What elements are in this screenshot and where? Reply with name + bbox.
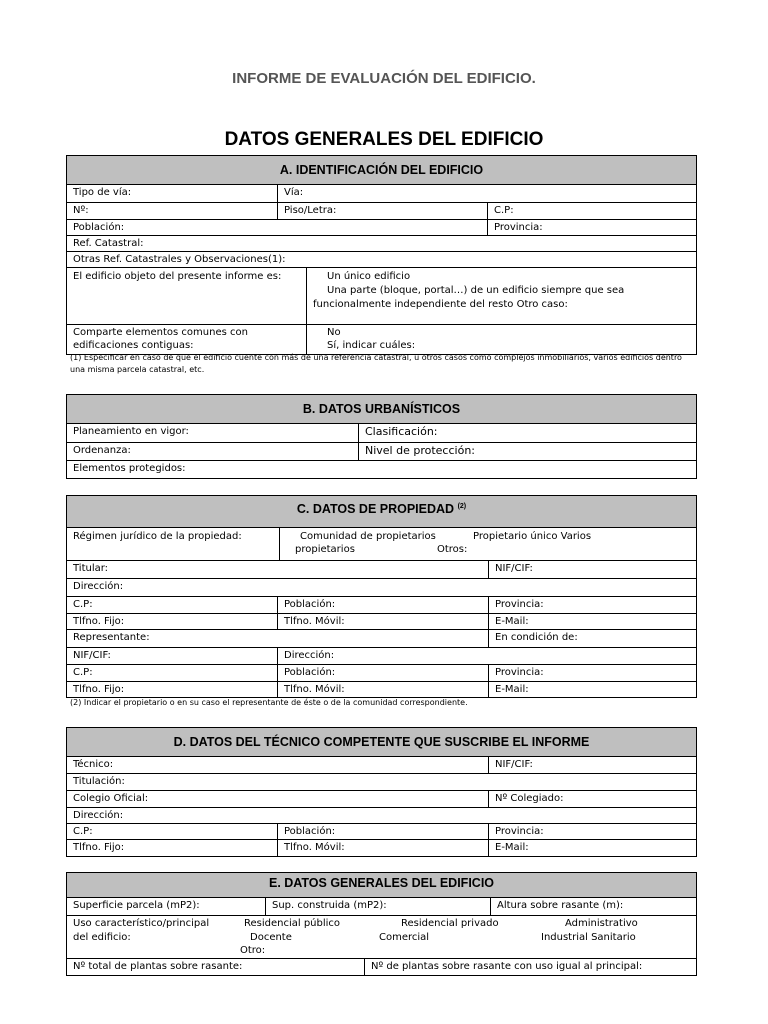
tecnico-tlfno-fijo-field[interactable]: Tlfno. Fijo: bbox=[73, 842, 125, 853]
section-d-header: D. DATOS DEL TÉCNICO COMPETENTE QUE SUSCRIBE EL INFORME bbox=[67, 728, 696, 757]
representante-field[interactable]: Representante: bbox=[73, 632, 150, 643]
footnote-2-text: Indicar el propietario o en su caso el representante de éste o de la comunidad correspondiente. bbox=[83, 698, 468, 707]
representante-nif-field[interactable]: NIF/CIF: bbox=[73, 650, 111, 661]
option-otro[interactable]: Otro: bbox=[240, 945, 266, 956]
plantas-uso-principal-field[interactable]: Nº de plantas sobre rasante con uso igual al principal: bbox=[364, 959, 696, 975]
elementos-protegidos-field[interactable]: Elementos protegidos: bbox=[73, 463, 186, 474]
section-b-urbanisticos bbox=[66, 394, 697, 479]
uso-label-line1: Uso característico/principal bbox=[73, 918, 210, 929]
comparte-elementos-options[interactable] bbox=[306, 325, 696, 354]
option-si-indicar[interactable]: Sí, indicar cuáles: bbox=[327, 340, 416, 351]
representante-cp-field[interactable]: C.P: bbox=[73, 667, 93, 678]
en-condicion-field[interactable]: En condición de: bbox=[488, 630, 696, 647]
otras-ref-field[interactable]: Otras Ref. Catastrales y Observaciones(1): bbox=[73, 254, 286, 265]
footnote-2 bbox=[70, 697, 690, 709]
via-field[interactable]: Vía: bbox=[277, 185, 696, 202]
document-title: INFORME DE EVALUACIÓN DEL EDIFICIO. bbox=[232, 70, 536, 87]
comparte-elementos-label: Comparte elementos comunes con edificaciones contiguas: bbox=[73, 327, 248, 351]
titular-email-field[interactable]: E-Mail: bbox=[488, 614, 696, 629]
option-otro-caso[interactable]: funcionalmente independiente del resto Otro caso: bbox=[313, 299, 568, 310]
tecnico-cp-field[interactable]: C.P: bbox=[73, 826, 93, 837]
section-c-title: C. DATOS DE PROPIEDAD bbox=[296, 502, 455, 517]
option-no[interactable]: No bbox=[327, 327, 341, 338]
representante-direccion-field[interactable]: Dirección: bbox=[277, 648, 696, 664]
tecnico-provincia-field[interactable]: Provincia: bbox=[488, 824, 696, 839]
option-otros[interactable]: Otros: bbox=[437, 544, 468, 555]
uso-caracteristico-group[interactable] bbox=[67, 916, 696, 958]
tecnico-field[interactable]: Técnico: bbox=[73, 759, 114, 770]
titular-tlfno-fijo-field[interactable]: Tlfno. Fijo: bbox=[73, 616, 125, 627]
representante-provincia-field[interactable]: Provincia: bbox=[488, 665, 696, 681]
altura-rasante-field[interactable]: Altura sobre rasante (m): bbox=[490, 898, 696, 915]
titular-tlfno-movil-field[interactable]: Tlfno. Móvil: bbox=[277, 614, 488, 629]
provincia-field[interactable]: Provincia: bbox=[487, 220, 696, 235]
section-a-identificacion bbox=[66, 155, 697, 355]
option-comunidad[interactable]: Comunidad de propietarios bbox=[300, 531, 436, 542]
footnote-1 bbox=[70, 352, 690, 376]
titulacion-field[interactable]: Titulación: bbox=[73, 776, 125, 787]
piso-letra-field[interactable]: Piso/Letra: bbox=[277, 203, 487, 219]
representante-email-field[interactable]: E-Mail: bbox=[488, 682, 696, 697]
titular-direccion-field[interactable]: Dirección: bbox=[73, 581, 124, 592]
numero-colegiado-field[interactable]: Nº Colegiado: bbox=[488, 791, 696, 807]
option-residencial-privado[interactable]: Residencial privado bbox=[401, 918, 499, 929]
nivel-proteccion-field[interactable]: Nivel de protección: bbox=[358, 443, 696, 460]
option-unico-edificio[interactable]: Un único edificio bbox=[327, 271, 411, 282]
regimen-juridico-label: Régimen jurídico de la propiedad: bbox=[73, 531, 242, 542]
representante-poblacion-field[interactable]: Población: bbox=[277, 665, 488, 681]
option-parte-edificio[interactable]: Una parte (bloque, portal…) de un edificio siempre que sea bbox=[327, 285, 625, 296]
footnote-1-text: Especificar en caso de que el edificio cuente con más de una referencia catastral, u otros casos como complejos inmobiliarios, varios edificios dentro una misma parcela catastral, etc. bbox=[70, 353, 682, 374]
ordenanza-field[interactable]: Ordenanza: bbox=[73, 445, 131, 456]
planeamiento-field[interactable]: Planeamiento en vigor: bbox=[73, 426, 189, 437]
numero-field[interactable]: Nº: bbox=[73, 205, 89, 216]
section-c-title-note: (2) bbox=[457, 503, 467, 510]
section-c-header bbox=[67, 496, 696, 528]
titular-provincia-field[interactable]: Provincia: bbox=[488, 597, 696, 613]
clasificacion-field[interactable]: Clasificación: bbox=[358, 424, 696, 442]
tecnico-nif-field[interactable]: NIF/CIF: bbox=[488, 757, 696, 773]
tecnico-direccion-field[interactable]: Dirección: bbox=[73, 810, 124, 821]
ref-catastral-field[interactable]: Ref. Catastral: bbox=[73, 238, 144, 249]
section-e-header: E. DATOS GENERALES DEL EDIFICIO bbox=[67, 873, 696, 898]
cp-field[interactable]: C.P: bbox=[487, 203, 696, 219]
representante-tlfno-movil-field[interactable]: Tlfno. Móvil: bbox=[277, 682, 488, 697]
sup-construida-field[interactable]: Sup. construida (mP2): bbox=[265, 898, 490, 915]
titular-nif-field[interactable]: NIF/CIF: bbox=[488, 561, 696, 578]
section-a-header: A. IDENTIFICACIÓN DEL EDIFICIO bbox=[67, 156, 696, 185]
tecnico-email-field[interactable]: E-Mail: bbox=[488, 840, 696, 856]
objeto-informe-label: El edificio objeto del presente informe es: bbox=[73, 271, 282, 282]
colegio-oficial-field[interactable]: Colegio Oficial: bbox=[73, 793, 149, 804]
section-b-header: B. DATOS URBANÍSTICOS bbox=[67, 395, 696, 424]
option-propietario-unico[interactable]: Propietario único Varios bbox=[473, 531, 592, 542]
uso-label-line2: del edificio: bbox=[73, 932, 131, 943]
option-comercial[interactable]: Comercial bbox=[379, 932, 430, 943]
section-e-datos-generales bbox=[66, 872, 697, 976]
page-title: DATOS GENERALES DEL EDIFICIO bbox=[224, 129, 544, 150]
section-c-propiedad bbox=[66, 495, 697, 698]
poblacion-field[interactable]: Población: bbox=[73, 222, 125, 233]
option-docente[interactable]: Docente bbox=[250, 932, 292, 943]
objeto-informe-options[interactable] bbox=[306, 268, 696, 324]
tecnico-poblacion-field[interactable]: Población: bbox=[277, 824, 488, 839]
tipo-via-field[interactable]: Tipo de vía: bbox=[73, 187, 132, 198]
plantas-total-field[interactable]: Nº total de plantas sobre rasante: bbox=[73, 961, 243, 972]
option-administrativo[interactable]: Administrativo bbox=[565, 918, 638, 929]
section-d-tecnico bbox=[66, 727, 697, 857]
titular-field[interactable]: Titular: bbox=[73, 563, 109, 574]
footnote-2-number: (2) bbox=[70, 698, 82, 707]
regimen-juridico-options[interactable] bbox=[279, 528, 696, 560]
option-residencial-publico[interactable]: Residencial público bbox=[244, 918, 341, 929]
tecnico-tlfno-movil-field[interactable]: Tlfno. Móvil: bbox=[277, 840, 488, 856]
representante-tlfno-fijo-field[interactable]: Tlfno. Fijo: bbox=[73, 684, 125, 695]
titular-poblacion-field[interactable]: Población: bbox=[277, 597, 488, 613]
titular-cp-field[interactable]: C.P: bbox=[73, 599, 93, 610]
footnote-1-number: (1) bbox=[70, 353, 82, 362]
option-varios-propietarios[interactable]: propietarios bbox=[295, 544, 355, 555]
option-industrial-sanitario[interactable]: Industrial Sanitario bbox=[541, 932, 636, 943]
superficie-parcela-field[interactable]: Superficie parcela (mP2): bbox=[73, 900, 200, 911]
